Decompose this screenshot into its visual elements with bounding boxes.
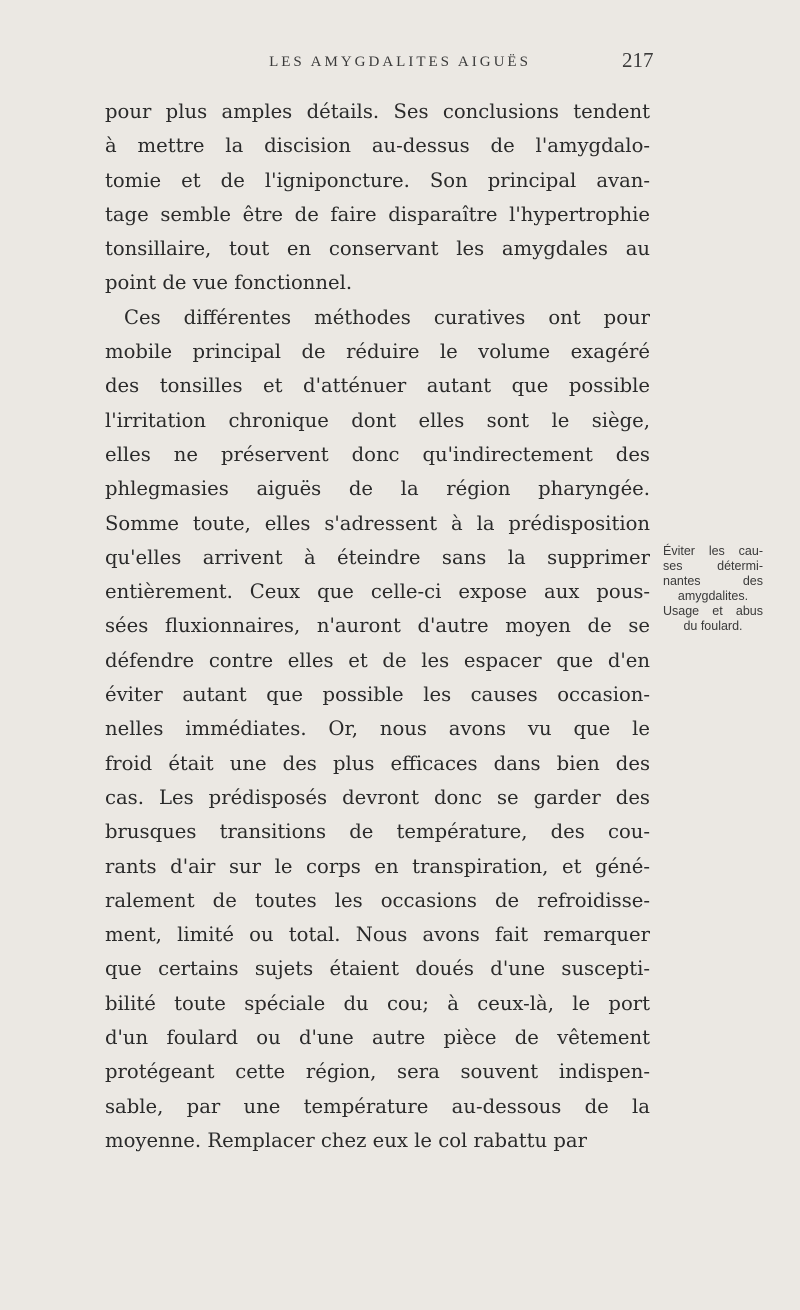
text-line: phlegmasies aiguës de la région pharyngée. [105,477,650,501]
text-line: brusques transitions de température, des cou- [105,820,650,844]
text-line: des tonsilles et d'atténuer autant que possible [105,374,650,398]
text-line: entièrement. Ceux que celle-ci expose aux pous- [105,580,650,604]
text-line: nelles immédiates. Or, nous avons vu que le [105,717,650,741]
text-line: pour plus amples détails. Ses conclusions tendent [105,100,650,123]
marginal-note-line: ses détermi- [663,559,763,573]
text-line: point de vue fonctionnel. [105,271,353,295]
text-line: froid était une des plus efficaces dans bien des [105,751,650,775]
text-line: qu'elles arrivent à éteindre sans la supprimer [105,545,650,569]
text-line: tomie et de l'igniponcture. Son principal avan- [105,168,650,192]
text-line: défendre contre elles et de les espacer que d'en [105,648,650,672]
marginal-note-line: amygdalites. [677,589,749,603]
text-line: sable, par une température au-dessous de la [105,1094,650,1118]
marginal-note-line: du foulard. [683,619,743,633]
text-line: d'un foulard ou d'une autre pièce de vêtement [105,1026,650,1050]
text-line: l'irritation chronique dont elles sont le siège, [105,408,650,432]
text-line: à mettre la discision au-dessus de l'amygdalo- [105,134,650,158]
text-line: moyenne. Remplacer chez eux le col rabattu par [105,1128,587,1152]
body-text [105,95,650,1158]
text-line: ralement de toutes les occasions de refroidisse- [105,888,650,912]
page-number: 217 [622,48,654,72]
text-line: éviter autant que possible les causes occasion- [105,683,650,707]
marginal-note-line: Éviter les cau- [663,544,763,558]
text-line: ment, limité ou total. Nous avons fait remarquer [105,923,650,947]
text-line: que certains sujets étaient doués d'une suscepti- [105,957,650,981]
marginal-note-line: nantes des [663,574,763,588]
text-line: rants d'air sur le corps en transpiration, et géné- [105,854,650,878]
text-line: Somme toute, elles s'adressent à la prédisposition [105,511,650,535]
text-line: mobile principal de réduire le volume exagéré [105,340,650,364]
running-title: LES AMYGDALITES AIGUËS [269,54,531,70]
text-line: bilité toute spéciale du cou; à ceux-là, le port [105,991,650,1015]
marginal-note-line: Usage et abus [663,604,763,618]
text-line: protégeant cette région, sera souvent indispen- [105,1060,650,1084]
marginal-note [663,544,763,634]
text-line: cas. Les prédisposés devront donc se garder des [105,785,650,809]
text-line: tage semble être de faire disparaître l'hypertrophie [105,202,650,226]
text-line: elles ne préservent donc qu'indirectement des [105,442,650,466]
paragraph-start-line: Ces différentes méthodes curatives ont pour [124,305,650,329]
text-line: tonsillaire, tout en conservant les amygdales au [105,237,650,261]
text-line: sées fluxionnaires, n'auront d'autre moyen de se [105,614,650,638]
